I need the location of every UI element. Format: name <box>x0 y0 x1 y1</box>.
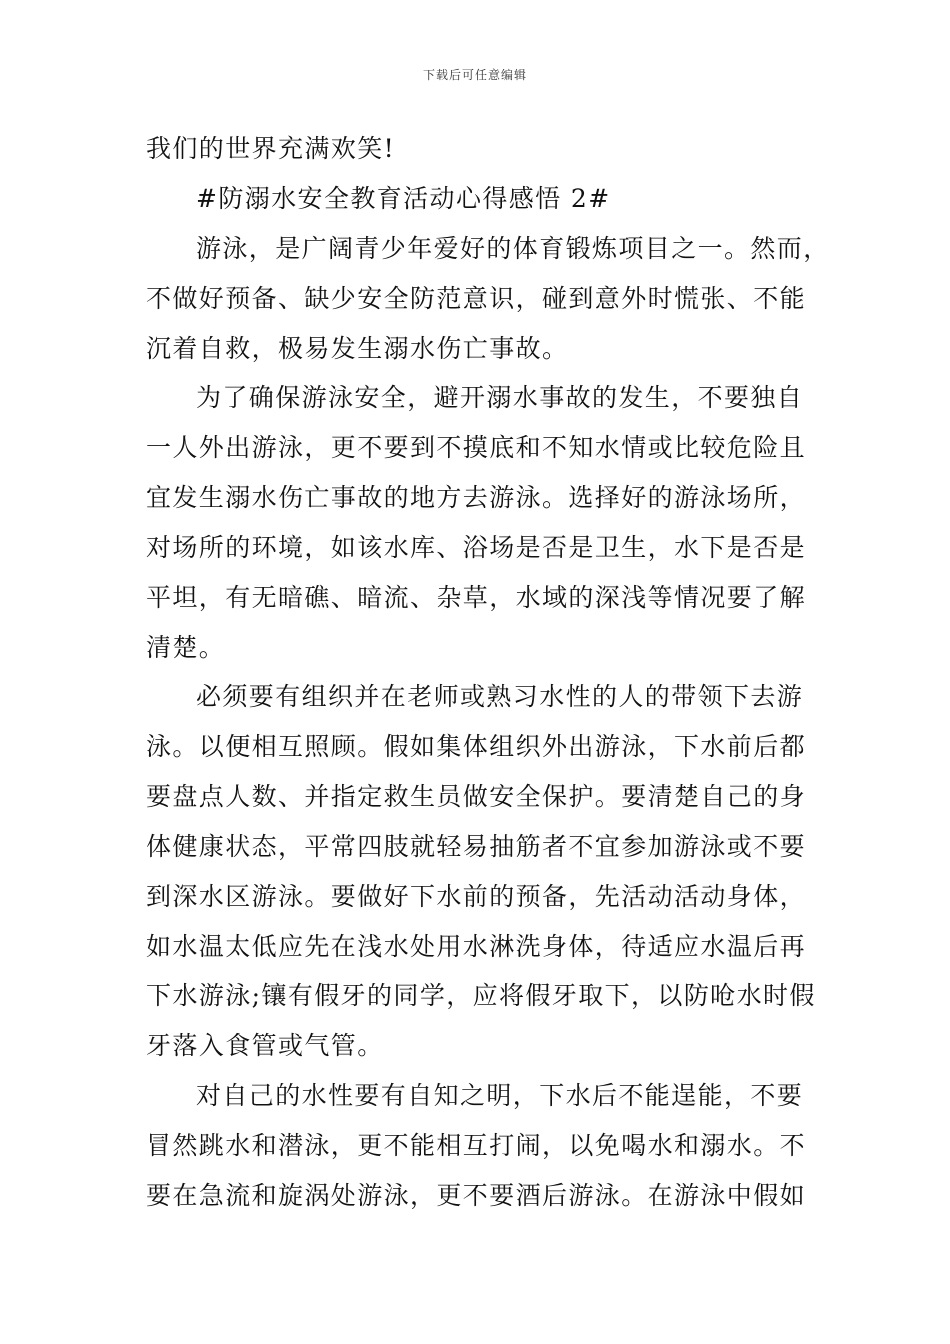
text-line: 对场所的环境，如该水库、浴场是否是卫生，水下是否是 <box>146 533 807 562</box>
text-line: 平坦，有无暗礁、暗流、杂草，水域的深浅等情况要了解 <box>146 583 807 612</box>
page-header: 下载后可任意编辑 <box>422 68 527 82</box>
text-line: 要盘点人数、并指定救生员做安全保护。要清楚自己的身 <box>146 782 807 811</box>
text-line: 清楚。 <box>146 633 226 662</box>
text-line: 为了确保游泳安全，避开溺水事故的发生，不要独自 <box>196 383 804 412</box>
section-heading: #防溺水安全教育活动心得感悟 2# <box>196 184 611 213</box>
text-line: 体健康状态，平常四肢就轻易抽筋者不宜参加游泳或不要 <box>146 832 807 861</box>
text-line: 我们的世界充满欢笑! <box>146 134 396 163</box>
text-line: 沉着自救，极易发生溺水伤亡事故。 <box>146 334 569 363</box>
text-line: 如水温太低应先在浅水处用水淋洗身体，待适应水温后再 <box>146 932 807 961</box>
text-line: 要在急流和旋涡处游泳，更不要酒后游泳。在游泳中假如 <box>146 1181 807 1210</box>
text-line: 游泳，是广阔青少年爱好的体育锻炼项目之一。然而， <box>196 234 830 263</box>
text-line: 下水游泳;镶有假牙的同学，应将假牙取下，以防呛水时假 <box>146 981 816 1010</box>
text-line: 对自己的水性要有自知之明，下水后不能逞能，不要 <box>196 1081 804 1110</box>
text-line: 泳。以便相互照顾。假如集体组织外出游泳，下水前后都 <box>146 732 807 761</box>
text-line: 宜发生溺水伤亡事故的地方去游泳。选择好的游泳场所， <box>146 483 807 512</box>
text-line: 必须要有组织并在老师或熟习水性的人的带领下去游 <box>196 682 804 711</box>
text-line: 到深水区游泳。要做好下水前的预备，先活动活动身体， <box>146 882 807 911</box>
text-line: 冒然跳水和潜泳，更不能相互打闹，以免喝水和溺水。不 <box>146 1131 807 1160</box>
text-line: 一人外出游泳，更不要到不摸底和不知水情或比较危险且 <box>146 433 807 462</box>
text-line: 不做好预备、缺少安全防范意识，碰到意外时慌张、不能 <box>146 284 807 313</box>
text-line: 牙落入食管或气管。 <box>146 1031 384 1060</box>
